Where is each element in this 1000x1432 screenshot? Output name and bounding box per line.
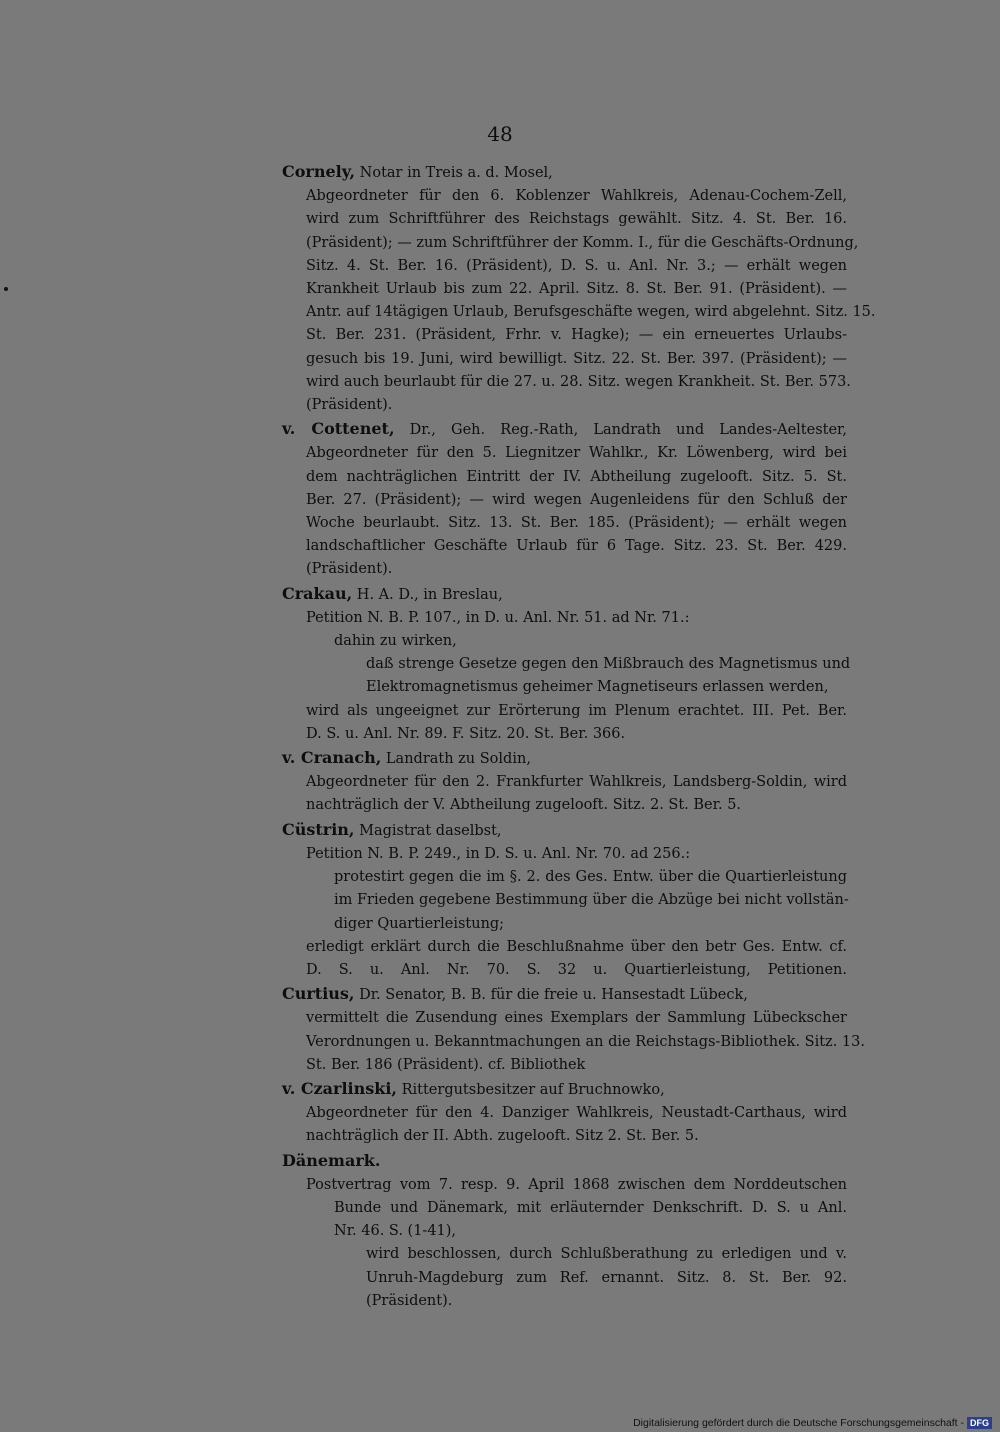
entry-heading-line bbox=[282, 982, 847, 1007]
entry-text-line bbox=[282, 394, 847, 417]
entry-text: Woche beurlaubt. Sitz. 13. St. Ber. 185. (Präsident); — erhält wegen bbox=[306, 515, 847, 532]
entry-text: Verordnungen u. Bekanntmachungen an die Reichstags-Bibliothek. Sitz. 13. bbox=[306, 1033, 865, 1050]
entry-text: Landrath zu Soldin, bbox=[381, 751, 531, 768]
entry-text-line bbox=[282, 1102, 847, 1125]
entry-text: Rittergutsbesitzer auf Bruchnowko, bbox=[396, 1081, 665, 1098]
entry-text: gesuch bis 19. Juni, wird bewilligt. Sitz. 22. St. Ber. 397. (Präsident); — bbox=[306, 350, 847, 367]
entry-keyword: Cornely, bbox=[282, 162, 356, 181]
entry-text: Ber. 27. (Präsident); — wird wegen Augenleidens für den Schluß der bbox=[306, 491, 847, 508]
entry-text-line bbox=[282, 1031, 865, 1054]
page-number: 48 bbox=[487, 122, 513, 146]
entry-text: wird auch beurlaubt für die 27. u. 28. Sitz. wegen Krankheit. St. Ber. 573. bbox=[306, 373, 851, 390]
register-entry bbox=[282, 746, 847, 818]
entry-text: vermittelt die Zusendung eines Exemplars der Sammlung Lübeckscher bbox=[306, 1010, 847, 1027]
entry-text-line bbox=[282, 1243, 847, 1266]
entry-text: Dr. Senator, B. B. für die freie u. Hansestadt Lübeck, bbox=[354, 987, 748, 1004]
entry-keyword: v. Cottenet, bbox=[282, 419, 395, 439]
entry-text-line bbox=[282, 255, 847, 278]
entry-text-line bbox=[282, 1267, 847, 1290]
entry-text-line bbox=[282, 301, 876, 324]
entry-text-line bbox=[282, 913, 847, 936]
entry-text: H. A. D., in Breslau, bbox=[352, 586, 503, 603]
register-entry bbox=[282, 1149, 847, 1313]
entry-text: diger Quartierleistung; bbox=[334, 915, 505, 932]
entry-text-line bbox=[282, 843, 847, 866]
entry-heading-line bbox=[282, 746, 847, 771]
entry-text-line bbox=[282, 208, 847, 231]
entry-text: Sitz. 4. St. Ber. 16. (Präsident), D. S. u. Anl. Nr. 3.; — erhält wegen bbox=[306, 257, 847, 274]
entry-text: nachträglich der V. Abtheilung zugelooft. Sitz. 2. St. Ber. 5. bbox=[306, 797, 742, 814]
entry-text: wird zum Schriftführer des Reichstags gewählt. Sitz. 4. St. Ber. 16. bbox=[306, 211, 847, 228]
entry-text: Dr., Geh. Reg.-Rath, Landrath und Landes-Aeltester, bbox=[394, 422, 847, 439]
entry-text-line bbox=[282, 535, 847, 558]
entry-text: Antr. auf 14tägigen Urlaub, Berufsgeschäfte wegen, wird abgelehnt. Sitz. 15. bbox=[306, 304, 876, 321]
entry-text-line bbox=[282, 512, 847, 535]
entry-heading-line bbox=[282, 582, 847, 607]
entry-text-line bbox=[282, 794, 847, 817]
margin-dot bbox=[4, 287, 8, 291]
entry-text: Notar in Treis a. d. Mosel, bbox=[355, 165, 553, 181]
entry-keyword: v. Czarlinski, bbox=[282, 1078, 397, 1098]
entry-text: Petition N. B. P. 107., in D. u. Anl. Nr. 51. ad Nr. 71.: bbox=[306, 609, 690, 626]
entry-text-line bbox=[282, 185, 847, 208]
digitization-footer bbox=[633, 1417, 992, 1429]
register-entry bbox=[282, 1077, 847, 1149]
entry-text-line bbox=[282, 1174, 847, 1197]
entry-text: Petition N. B. P. 249., in D. S. u. Anl. Nr. 70. ad 256.: bbox=[306, 845, 691, 862]
entry-text-line bbox=[282, 959, 847, 982]
entry-heading-line bbox=[282, 160, 847, 185]
entry-text: Abgeordneter für den 6. Koblenzer Wahlkreis, Adenau-Cochem-Zell, bbox=[306, 188, 847, 205]
entry-text: (Präsident). bbox=[366, 1292, 453, 1309]
entry-text: protestirt gegen die im §. 2. des Ges. Entw. über die Quartierleistung bbox=[334, 869, 847, 886]
entry-text-line bbox=[282, 936, 847, 959]
entry-text: St. Ber. 186 (Präsident). cf. Bibliothek bbox=[306, 1056, 586, 1073]
entry-text-line bbox=[282, 889, 847, 912]
entry-text-line bbox=[282, 442, 847, 465]
dfg-logo: DFG bbox=[967, 1417, 992, 1429]
entry-text-line bbox=[282, 866, 847, 889]
entry-text: erledigt erklärt durch die Beschlußnahme über den betr Ges. Entw. cf. bbox=[306, 938, 847, 955]
entry-keyword: v. Cranach, bbox=[282, 748, 382, 768]
entry-text-line bbox=[282, 653, 851, 676]
entry-keyword: Curtius, bbox=[282, 984, 355, 1004]
entry-keyword: Dänemark. bbox=[282, 1150, 381, 1170]
entry-text-line bbox=[282, 676, 847, 699]
entry-text: Elektromagnetismus geheimer Magnetiseurs erlassen werden, bbox=[366, 679, 829, 696]
entry-text-line bbox=[282, 1125, 847, 1148]
register-entry bbox=[282, 818, 847, 982]
entry-text-line bbox=[282, 1290, 847, 1313]
entry-heading-line bbox=[282, 1077, 847, 1102]
entry-text: wird beschlossen, durch Schlußberathung zu erledigen und v. bbox=[366, 1246, 847, 1263]
entry-text: im Frieden gegebene Bestimmung über die Abzüge bei nicht vollstän- bbox=[334, 892, 849, 909]
entry-text-line bbox=[282, 700, 847, 723]
entry-keyword: Crakau, bbox=[282, 583, 353, 603]
entry-text: D. S. u. Anl. Nr. 70. S. 32 u. Quartierleistung, Petitionen. bbox=[306, 961, 847, 978]
entry-text: (Präsident). bbox=[306, 561, 393, 578]
entry-text: St. Ber. 231. (Präsident, Frhr. v. Hagke); — ein erneuertes Urlaubs- bbox=[306, 327, 847, 344]
entry-text: Nr. 46. S. (1-41), bbox=[334, 1223, 457, 1240]
entry-heading-line bbox=[282, 417, 847, 442]
entry-text: Abgeordneter für den 5. Liegnitzer Wahlkr., Kr. Löwenberg, wird bei bbox=[306, 445, 847, 462]
entry-text-line bbox=[282, 630, 847, 653]
footer-credit: Digitalisierung gefördert durch die Deutsche Forschungsgemeinschaft - bbox=[633, 1417, 964, 1429]
entry-heading-line bbox=[282, 1149, 847, 1174]
entry-text-line bbox=[282, 1007, 847, 1030]
entry-text: (Präsident). bbox=[306, 397, 393, 414]
entry-text: daß strenge Gesetze gegen den Mißbrauch des Magnetismus und bbox=[366, 656, 851, 673]
entry-text: dem nachträglichen Eintritt der IV. Abtheilung zugelooft. Sitz. 5. St. bbox=[306, 468, 847, 485]
entry-text-line bbox=[282, 558, 847, 581]
entry-text: Abgeordneter für den 4. Danziger Wahlkreis, Neustadt-Carthaus, wird bbox=[306, 1105, 847, 1122]
register-entry bbox=[282, 160, 876, 417]
entry-text-line bbox=[282, 466, 847, 489]
entry-text: Magistrat daselbst, bbox=[354, 822, 502, 839]
entry-text: D. S. u. Anl. Nr. 89. F. Sitz. 20. St. Ber. 366. bbox=[306, 725, 626, 742]
entry-text-line bbox=[282, 771, 847, 794]
entry-text-line bbox=[282, 723, 847, 746]
entry-text-line bbox=[282, 1054, 847, 1077]
entry-text-line bbox=[282, 607, 847, 630]
entry-text: Abgeordneter für den 2. Frankfurter Wahlkreis, Landsberg-Soldin, wird bbox=[306, 774, 847, 791]
entry-heading-line bbox=[282, 818, 847, 843]
entry-text-line bbox=[282, 278, 847, 301]
entry-text: dahin zu wirken, bbox=[334, 633, 457, 650]
entry-text: Unruh-Magdeburg zum Ref. ernannt. Sitz. 8. St. Ber. 92. bbox=[366, 1269, 847, 1286]
entry-text-line bbox=[282, 371, 851, 394]
entry-text-line bbox=[282, 1197, 847, 1220]
entry-text: Bunde und Dänemark, mit erläuternder Denkschrift. D. S. u Anl. bbox=[334, 1199, 847, 1216]
register-entry bbox=[282, 582, 851, 746]
entry-text: nachträglich der II. Abth. zugelooft. Sitz 2. St. Ber. 5. bbox=[306, 1128, 699, 1145]
register-entry bbox=[282, 417, 847, 581]
entry-text: landschaftlicher Geschäfte Urlaub für 6 Tage. Sitz. 23. St. Ber. 429. bbox=[306, 538, 847, 555]
register-text-column bbox=[282, 160, 876, 1313]
entry-text: (Präsident); — zum Schriftführer der Komm. I., für die Geschäfts-Ordnung, bbox=[306, 234, 859, 251]
entry-text: wird als ungeeignet zur Erörterung im Plenum erachtet. III. Pet. Ber. bbox=[306, 702, 847, 719]
entry-text-line bbox=[282, 348, 847, 371]
entry-text-line bbox=[282, 1220, 847, 1243]
entry-keyword: Cüstrin, bbox=[282, 819, 355, 839]
entry-text: Postvertrag vom 7. resp. 9. April 1868 zwischen dem Norddeutschen bbox=[306, 1176, 847, 1193]
entry-text: Krankheit Urlaub bis zum 22. April. Sitz. 8. St. Ber. 91. (Präsident). — bbox=[306, 281, 847, 298]
entry-text-line bbox=[282, 489, 847, 512]
register-entry bbox=[282, 982, 865, 1077]
entry-text-line bbox=[282, 232, 859, 255]
entry-text-line bbox=[282, 324, 847, 347]
